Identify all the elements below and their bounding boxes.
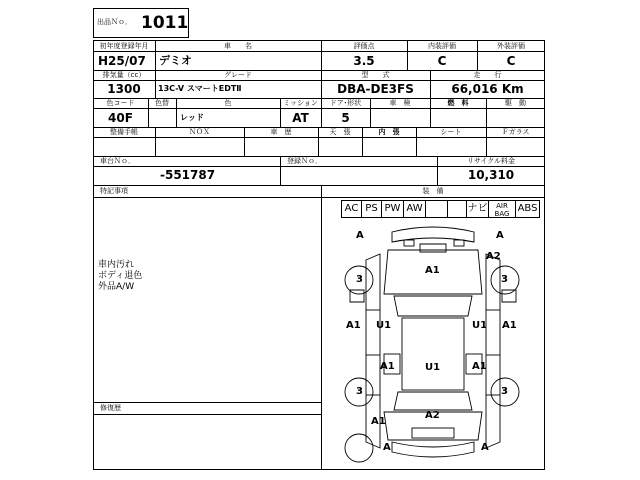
equip-navi: ナビ	[466, 200, 489, 218]
rule	[93, 197, 545, 198]
label-inspection: 車 検	[389, 99, 411, 107]
value-exterior-grade: C	[506, 54, 516, 68]
value-mission: AT	[292, 111, 309, 125]
damage-mark: A1	[472, 361, 487, 372]
value-displacement: 1300	[107, 82, 141, 96]
equip-aw: AW	[403, 200, 426, 218]
label-mission: ミッション	[283, 99, 318, 107]
value-mileage: 66,016 Km	[451, 82, 524, 96]
note-line: 車内汚れ	[98, 260, 135, 270]
label-front-glass: Ｆガラス	[501, 128, 530, 136]
label-fuel: 燃 料	[447, 99, 469, 107]
equip-pw: PW	[381, 200, 404, 218]
value-score: 3.5	[353, 54, 375, 68]
rule	[93, 80, 545, 81]
note-line: ボディ退色	[98, 271, 143, 281]
damage-mark: A1	[371, 416, 386, 427]
rule	[93, 402, 321, 403]
damage-mark: A2	[425, 410, 440, 421]
label-displacement: 排気量（cc）	[102, 71, 146, 79]
label-special-notes: 特記事項	[100, 187, 128, 195]
label-grade: グレード	[224, 71, 252, 79]
damage-mark: 3	[501, 274, 508, 285]
value-recycle-fee: 10,310	[467, 168, 515, 182]
equip-abs: ABS	[515, 200, 540, 218]
value-interior-grade: C	[437, 54, 447, 68]
equip-blank	[425, 200, 448, 218]
damage-mark: A	[356, 230, 364, 241]
value-color-code: 40F	[108, 111, 133, 125]
damage-mark: U1	[425, 362, 441, 373]
damage-mark: A1	[380, 361, 395, 372]
car-condition-diagram	[322, 220, 544, 468]
equip-blank	[447, 200, 467, 218]
label-color-code: 色コード	[106, 99, 135, 107]
damage-mark: A	[383, 442, 391, 453]
damage-mark: A2	[486, 251, 501, 262]
value-chassis-number: -551787	[160, 168, 216, 182]
label-first-registration: 初年度登録年月	[99, 42, 149, 50]
label-nox: ＮＯＸ	[189, 128, 210, 136]
label-drive: 駆 動	[505, 99, 526, 107]
equip-ps: PS	[361, 200, 382, 218]
label-vehicle-history: 車 歴	[270, 128, 292, 136]
lot-number-label: 出品Ｎｏ．	[97, 18, 132, 26]
label-registration-number: 登録Ｎｏ．	[287, 157, 322, 165]
value-car-name: デミオ	[159, 54, 192, 67]
damage-mark: 3	[356, 386, 363, 397]
value-grade: 13C-V スマートEDTⅡ	[158, 84, 242, 93]
rule	[280, 156, 281, 185]
damage-mark: A	[496, 230, 504, 241]
rule	[93, 166, 545, 167]
value-first-registration: H25/07	[98, 54, 146, 68]
label-doors: ドア･形状	[329, 99, 362, 107]
label-exterior-grade: 外装評価	[497, 42, 525, 50]
label-interior-grade: 内装評価	[428, 42, 456, 50]
damage-mark: 3	[356, 274, 363, 285]
lot-number: 1011	[141, 13, 189, 33]
value-model-code: DBA-DE3FS	[337, 82, 414, 96]
damage-mark: 3	[501, 386, 508, 397]
equip-airbag: AIR BAG	[488, 200, 516, 218]
label-car-name: 車 名	[224, 42, 252, 50]
rule	[93, 414, 321, 415]
label-interior-trim: 内 張	[378, 128, 400, 136]
label-roof-lining: 天 張	[329, 128, 351, 136]
label-model-code: 型 式	[361, 71, 390, 79]
label-score: 評価点	[353, 42, 375, 50]
label-equipment: 装 備	[422, 187, 444, 195]
damage-mark: A1	[425, 265, 440, 276]
value-doors: 5	[341, 111, 350, 125]
label-recycle-fee: リサイクル料金	[466, 157, 516, 165]
label-chassis-number: 車台Ｎｏ．	[100, 157, 135, 165]
value-color: レッド	[180, 113, 204, 122]
damage-mark: A	[481, 442, 489, 453]
damage-mark: U1	[376, 320, 392, 331]
rule	[93, 108, 545, 109]
label-color: 色	[224, 99, 232, 107]
label-mileage: 走 行	[473, 71, 502, 79]
rule	[93, 137, 545, 138]
rule	[93, 185, 545, 186]
equip-ac: AC	[341, 200, 362, 218]
label-repair-history: 修復歴	[100, 404, 121, 412]
damage-mark: A1	[346, 320, 361, 331]
label-color-change: 色替	[155, 99, 169, 107]
label-service-book: 整備手帳	[110, 128, 138, 136]
damage-mark: U1	[472, 320, 488, 331]
label-seat: シート	[440, 128, 462, 136]
damage-mark: A1	[502, 320, 517, 331]
note-line: 外品A/W	[98, 282, 135, 292]
